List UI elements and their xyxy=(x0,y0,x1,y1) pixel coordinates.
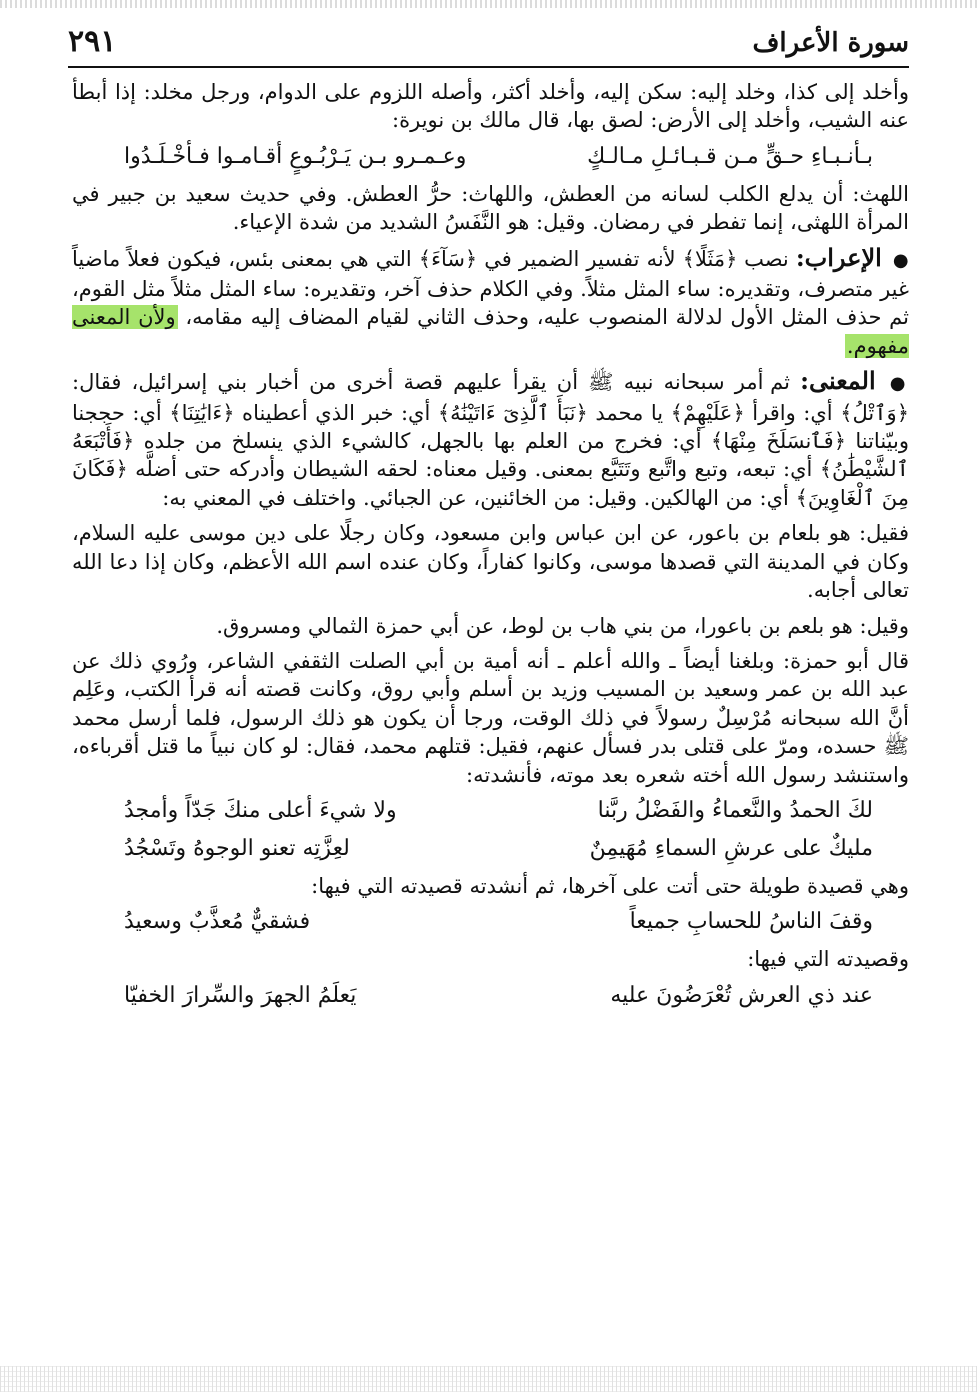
paragraph-faqil: فقيل: هو بلعام بن باعور، عن ابن عباس وابن مسعود، وكان رجلًا على دين موسى عليه السلام، وكان في المدينة التي قصدها موسى، وكانوا كفاراً، وكان عنده اسم الله الأعظم، وكان إذا دعا الله تعالى أجابه. xyxy=(72,521,909,603)
bullet-icon: ● xyxy=(889,373,909,395)
poem-verse-4 xyxy=(124,907,873,937)
paragraph-qasida-2: وقصيدته التي فيها: xyxy=(747,947,909,972)
scan-edge-top xyxy=(0,0,977,8)
maana-heading: المعنى: xyxy=(800,366,876,396)
poem-verse-3 xyxy=(124,834,873,864)
verse-5-second-hemistich: يَعلَمُ الجهرَ والسِّرارَ الخفيّا xyxy=(124,982,357,1008)
verse-1-second-hemistich: وعـمـرو بـن يَـرْبُـوعٍ أقـامـوا فـأخْـلَـدُوا xyxy=(124,143,467,169)
scan-edge-bottom xyxy=(0,1366,977,1392)
paragraph-irab xyxy=(72,244,909,361)
irab-heading: الإعراب: xyxy=(795,242,882,272)
verse-3-first-hemistich: مليكٌ على عرشِ السماءِ مُهَيمِنٌ xyxy=(589,835,873,861)
paragraph-waqil: وقيل: هو بلعم بن باعورا، من بني هاب بن لوط، عن أبي حمزة الثمالي ومسروق. xyxy=(216,613,909,638)
maana-text: ثم أمر سبحانه نبيه ﷺ أن يقرأ عليهم قصة أخرى من أخبار بني إسرائيل، فقال: ﴿وَٱتْلُ﴾ أي: واقرأ ﴿عَلَيْهِمْ﴾ يا محمد ﴿نَبَأَ ٱلَّذِىٓ ءَاتَيْنَٰهُ﴾ أي: خبر الذي أعطيناه ﴿ءَايَٰتِنَا﴾ أي: حججنا وبيّناتنا ﴿فَٱنسَلَخَ مِنْهَا﴾ أي: فخرج من العلم بها بالجهل، كالشيء الذي ينسلخ من جلده ﴿فَأَتْبَعَهُ ٱلشَّيْطَٰنُ﴾ أي: تبعه، وتبع واتَّبع وتَتَبَّع بمعنى. وقيل معناه: لحقه الشيطان وأدركه حتى أضلَّه ﴿فَكَانَ مِنَ ٱلْغَاوِينَ﴾ أي: من الهالكين. وقيل: من الخائنين، عن الجبائي. واختلف في المعني به: xyxy=(72,370,909,510)
paragraph-maana xyxy=(72,367,909,512)
page-number: ٢٩١ xyxy=(68,24,117,59)
verse-4-second-hemistich: فشقيٌّ مُعذَّبٌ وسعيدُ xyxy=(124,909,311,935)
verse-1-first-hemistich: بـأنـبـاءِ حـقٍّ مـن قـبـائـلِ مـالـكٍ xyxy=(587,143,873,169)
paragraph-abu-hamza: قال أبو حمزة: وبلغنا أيضاً ـ والله أعلم ـ أنه أمية بن أبي الصلت الثقفي الشاعر، ورُوي ذلك عن عبد الله بن عمر وسعيد بن المسيب وزيد بن أسلم وأبي روق، وكانت قصته أنه قرأ الكتب، وعَلِم أنَّ الله سبحانه مُرْسِلٌ رسولاً في ذلك الوقت، ورجا أن يكون هو ذلك الرسول، فلما أرسل محمد ﷺ حسده، ومرّ على قتلى بدر فسأل عنهم، فقيل: قتلهم محمد، فقال: لو كان نبياً ما قتل أقرباءه، واستنشد رسول الله أخته شعره بعد موته، فأنشدته: xyxy=(72,648,909,787)
poem-verse-2 xyxy=(124,796,873,826)
page-header xyxy=(68,22,909,68)
paragraph-qasida: وهي قصيدة طويلة حتى أتت على آخرها، ثم أنشدته قصيدته التي فيها: xyxy=(311,873,909,898)
paragraph-akhlad: وأخلد إلى كذا، وخلد إليه: سكن إليه، وأخلد أكثر، وأصله اللزوم على الدوام، ورجل مخلد: إذا أبطأ عنه الشيب، وأخلد إلى الأرض: لصق بها، قال مالك بن نويرة: xyxy=(72,80,909,133)
surah-title: سورة الأعراف xyxy=(752,28,909,58)
verse-3-second-hemistich: لعِزَّتِه تعنو الوجوهُ وتَسْجُدُ xyxy=(124,835,350,861)
verse-2-first-hemistich: لكَ الحمدُ والنَّعماءُ والفَضْلُ ربَّنا xyxy=(597,797,873,823)
verse-5-first-hemistich: عند ذي العرش تُعْرَضُونَ عليه xyxy=(610,982,873,1008)
page-body xyxy=(72,78,909,1019)
verse-2-second-hemistich: ولا شيءَ أعلى منكَ جَدّاً وأمجدُ xyxy=(124,797,397,823)
poem-verse-5 xyxy=(124,981,873,1011)
verse-4-first-hemistich: وقفَ الناسُ للحسابِ جميعاً xyxy=(629,909,873,935)
irab-text: نصب ﴿مَثَلًا﴾ لأنه تفسير الضمير في ﴿سَآءَ﴾ التي هي بمعنى بئس، فيكون فعلاً ماضياً غير متصرف، وتقديره: ساء المثل مثلاً. وفي الكلام حذف آخر، وتقديره: ساء المثل مثلاً مثل القوم، ثم حذف المثل الأول لدلالة المنصوب عليه، وحذف الثاني لقيام المضاف إليه مقامه، xyxy=(72,246,909,330)
poem-verse-1 xyxy=(124,142,873,172)
bullet-icon: ● xyxy=(892,249,909,271)
paragraph-lahath: اللهث: أن يدلع الكلب لسانه من العطش، واللهاث: حرُّ العطش. وفي حديث سعيد بن جبير في المرأة اللهثى، إنما تفطر في رمضان. وقيل: هو النَّفَسُ الشديد من شدة الإعياء. xyxy=(72,181,909,235)
highlighted-text: ولأن المعنى مفهوم. xyxy=(72,305,909,358)
